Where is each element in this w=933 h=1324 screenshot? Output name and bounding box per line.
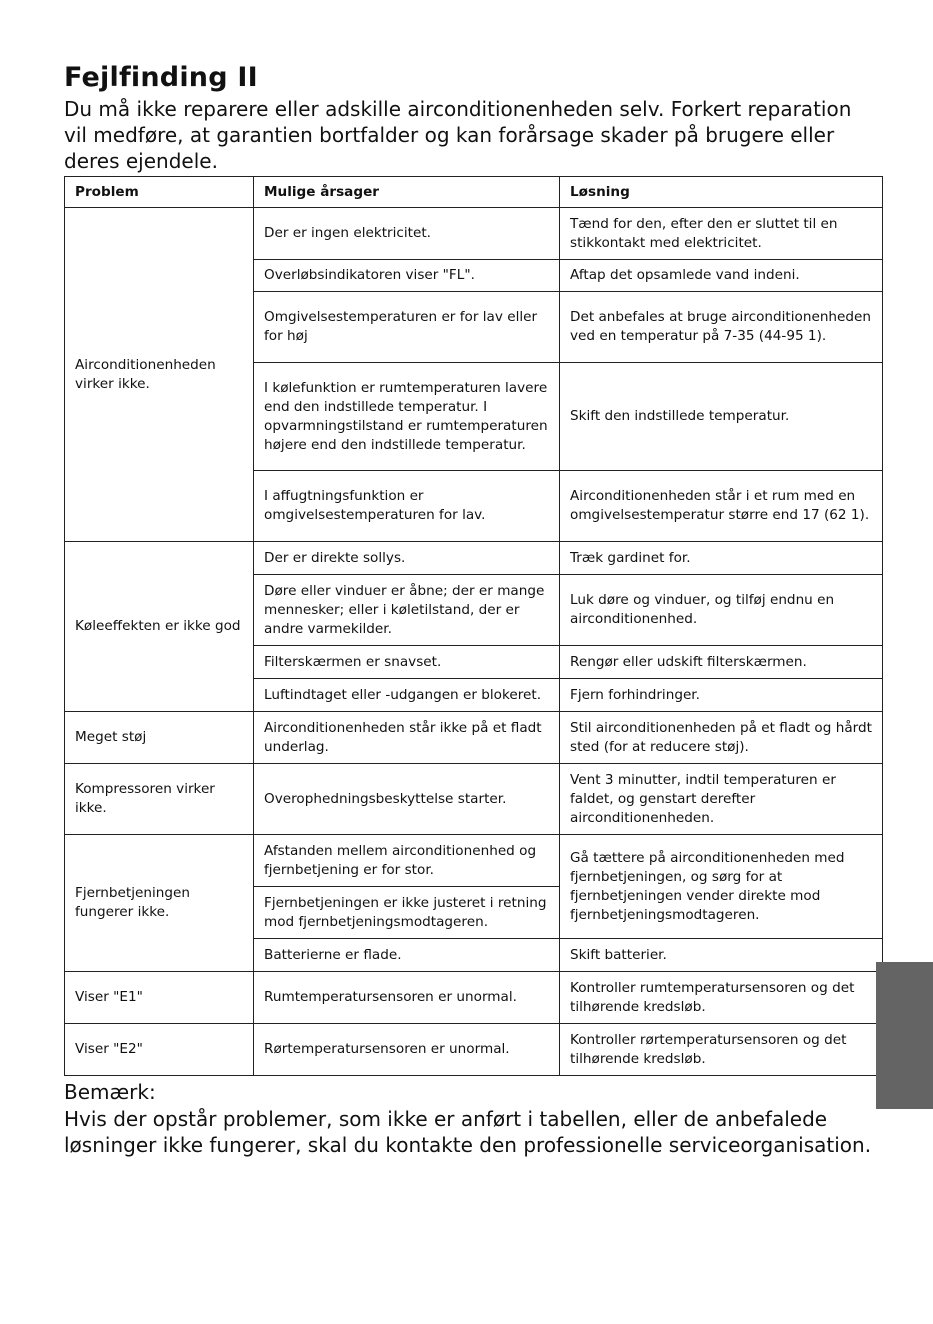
problem-cell: Viser "E2" [65, 1024, 254, 1076]
cause-cell: Omgivelsestemperaturen er for lav eller for høj [254, 292, 560, 363]
solution-cell: Tænd for den, efter den er sluttet til en stikkontakt med elektricitet. [560, 208, 883, 260]
section-side-tab [876, 962, 933, 1109]
solution-cell: Skift den indstillede temperatur. [560, 363, 883, 471]
cause-cell: Rumtemperatursensoren er unormal. [254, 972, 560, 1024]
cause-cell: Der er ingen elektricitet. [254, 208, 560, 260]
table-row [65, 764, 883, 835]
solution-cell: Rengør eller udskift filterskærmen. [560, 646, 883, 679]
problem-cell: Kompressoren virker ikke. [65, 764, 254, 835]
solution-cell: Luk døre og vinduer, og tilføj endnu en airconditionenhed. [560, 575, 883, 646]
cause-cell: Rørtemperatursensoren er unormal. [254, 1024, 560, 1076]
table-header-row [65, 177, 883, 208]
header-problem: Problem [65, 177, 254, 208]
cause-cell: Filterskærmen er snavset. [254, 646, 560, 679]
solution-cell: Træk gardinet for. [560, 542, 883, 575]
troubleshooting-table [64, 176, 883, 1076]
cause-cell: Fjernbetjeningen er ikke justeret i retning mod fjernbetjeningsmodtageren. [254, 887, 560, 939]
solution-cell: Kontroller rørtemperatursensoren og det tilhørende kredsløb. [560, 1024, 883, 1076]
table-row [65, 712, 883, 764]
cause-cell: Overløbsindikatoren viser "FL". [254, 260, 560, 292]
solution-cell: Gå tættere på airconditionenheden med fjernbetjeningen, og sørg for at fjernbetjeningen vender direkte mod fjernbetjeningsmodtageren. [560, 835, 883, 939]
solution-cell: Fjern forhindringer. [560, 679, 883, 712]
cause-cell: Batterierne er flade. [254, 939, 560, 972]
problem-cell: Meget støj [65, 712, 254, 764]
cause-cell: Afstanden mellem airconditionenhed og fjernbetjening er for stor. [254, 835, 560, 887]
table-row [65, 972, 883, 1024]
cause-cell: Luftindtaget eller -udgangen er blokeret. [254, 679, 560, 712]
table-row [65, 208, 883, 260]
solution-cell: Kontroller rumtemperatursensoren og det tilhørende kredsløb. [560, 972, 883, 1024]
problem-cell: Airconditionenheden virker ikke. [65, 208, 254, 542]
problem-cell: Køleeffekten er ikke god [65, 542, 254, 712]
solution-cell: Vent 3 minutter, indtil temperaturen er faldet, og genstart derefter airconditionenheden. [560, 764, 883, 835]
page-title: Fejlfinding II [64, 62, 258, 93]
solution-cell: Stil airconditionenheden på et fladt og hårdt sted (for at reducere støj). [560, 712, 883, 764]
cause-cell: I affugtningsfunktion er omgivelsestemperaturen for lav. [254, 471, 560, 542]
note-label: Bemærk: [64, 1080, 156, 1104]
table-row [65, 1024, 883, 1076]
note-text: Hvis der opstår problemer, som ikke er anført i tabellen, eller de anbefalede løsninger ikke fungerer, skal du kontakte den professionelle serviceorganisation. [64, 1107, 872, 1157]
header-solution: Løsning [560, 177, 883, 208]
cause-cell: Overophedningsbeskyttelse starter. [254, 764, 560, 835]
cause-cell: I kølefunktion er rumtemperaturen lavere end den indstillede temperatur. I opvarmningstilstand er rumtemperaturen højere end den indstillede temperatur. [254, 363, 560, 471]
table-row [65, 835, 883, 887]
cause-cell: Døre eller vinduer er åbne; der er mange mennesker; eller i køletilstand, der er andre varmekilder. [254, 575, 560, 646]
problem-cell: Fjernbetjeningen fungerer ikke. [65, 835, 254, 972]
table-row [65, 542, 883, 575]
intro-paragraph: Du må ikke reparere eller adskille airconditionenheden selv. Forkert reparation vil medføre, at garantien bortfalder og kan forårsage skader på brugere eller deres ejendele. [64, 97, 852, 173]
solution-cell: Skift batterier. [560, 939, 883, 972]
header-causes: Mulige årsager [254, 177, 560, 208]
solution-cell: Aftap det opsamlede vand indeni. [560, 260, 883, 292]
cause-cell: Airconditionenheden står ikke på et fladt underlag. [254, 712, 560, 764]
cause-cell: Der er direkte sollys. [254, 542, 560, 575]
solution-cell: Det anbefales at bruge airconditionenheden ved en temperatur på 7-35 (44-95 1). [560, 292, 883, 363]
solution-cell: Airconditionenheden står i et rum med en omgivelsestemperatur større end 17 (62 1). [560, 471, 883, 542]
problem-cell: Viser "E1" [65, 972, 254, 1024]
